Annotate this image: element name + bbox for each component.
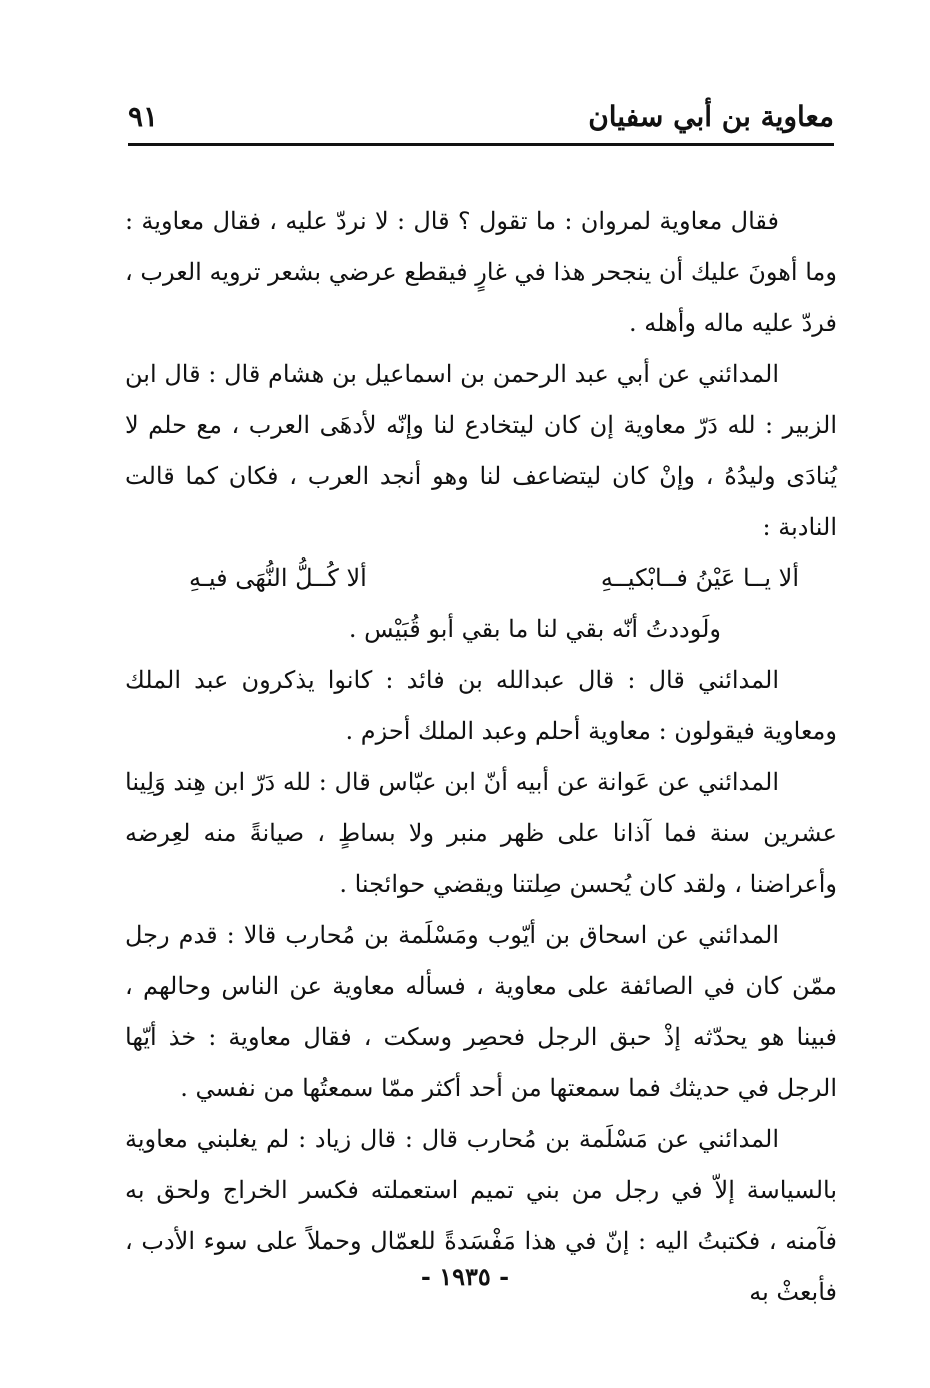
paragraph: المدائني قال : قال عبدالله بن فائد : كانوا يذكرون عبد الملك ومعاوية فيقولون : معاوية أحلم وعبد الملك أحزم . xyxy=(125,666,837,745)
running-header xyxy=(128,96,834,142)
header-rule xyxy=(128,143,834,146)
paragraph: فقال معاوية لمروان : ما تقول ؟ قال : لا نردّ عليه ، فقال معاوية : وما أهونَ عليك أن ينجحر هذا في غارٍ فيقطع عرضي بشعر ترويه العرب ، فردّ عليه ماله وأهله . xyxy=(125,207,837,337)
paragraph: ولَوددتُ أنّه بقي لنا ما بقي أبو قُبَيْس . xyxy=(348,615,721,643)
verse-second-hemistich: ألا كُــلُّ النُّهَى فيـهِ xyxy=(189,564,367,592)
paragraph: المدائني عن عَوانة عن أبيه أنّ ابن عبّاس قال : لله دَرّ ابن هِند وَلِينا عشرين سنة فما آذانا على ظهر منبر ولا بساطٍ ، صيانةً منه لعِرضه وأعراضنا ، ولقد كان يُحسن صِلتنا ويقضي حوائجنا . xyxy=(125,768,837,898)
paragraph: المدائني عن اسحاق بن أيّوب ومَسْلَمة بن مُحارب قالا : قدم رجل ممّن كان في الصائفة على معاوية ، فسأله معاوية عن الناس وحالهم ، فبينا هو يحدّثه إذْ حبق الرجل فحصِر وسكت ، فقال معاوية : خذ أيّها الرجل في حديثك فما سمعتها من أحد أكثر ممّا سمعتُها من نفسي . xyxy=(125,921,837,1102)
body-text xyxy=(125,196,837,1318)
header-page-number: ٩١ xyxy=(128,100,159,133)
footer-page-number: - ١٩٣٥ - xyxy=(420,1262,510,1291)
poem-verse xyxy=(125,553,837,604)
paragraph: المدائني عن مَسْلَمة بن مُحارب قال : قال زياد : لم يغلبني معاوية بالسياسة إلاّ في رجل من بني تميم استعملته فكسر الخراج ولحق به فآمنه ، فكتبتُ اليه : إنّ في هذا مَفْسَدةً للعمّال وحملاً على سوء الأدب ، فأبعثْ به xyxy=(125,1125,838,1306)
running-title: معاوية بن أبي سفيان xyxy=(588,100,834,133)
verse-first-hemistich: ألا يــا عَيْنُ فــابْكيــهِ xyxy=(600,564,799,592)
paragraph: المدائني عن أبي عبد الرحمن بن اسماعيل بن هشام قال : قال ابن الزبير : لله دَرّ معاوية إن كان ليتخادع لنا وإنّه لأدهَى العرب ، مع حلم لا يُنادَى وليدُهُ ، وإنْ كان ليتضاعف لنا وهو أنجد العرب ، فكان كما قالت النادبة : xyxy=(125,360,838,541)
